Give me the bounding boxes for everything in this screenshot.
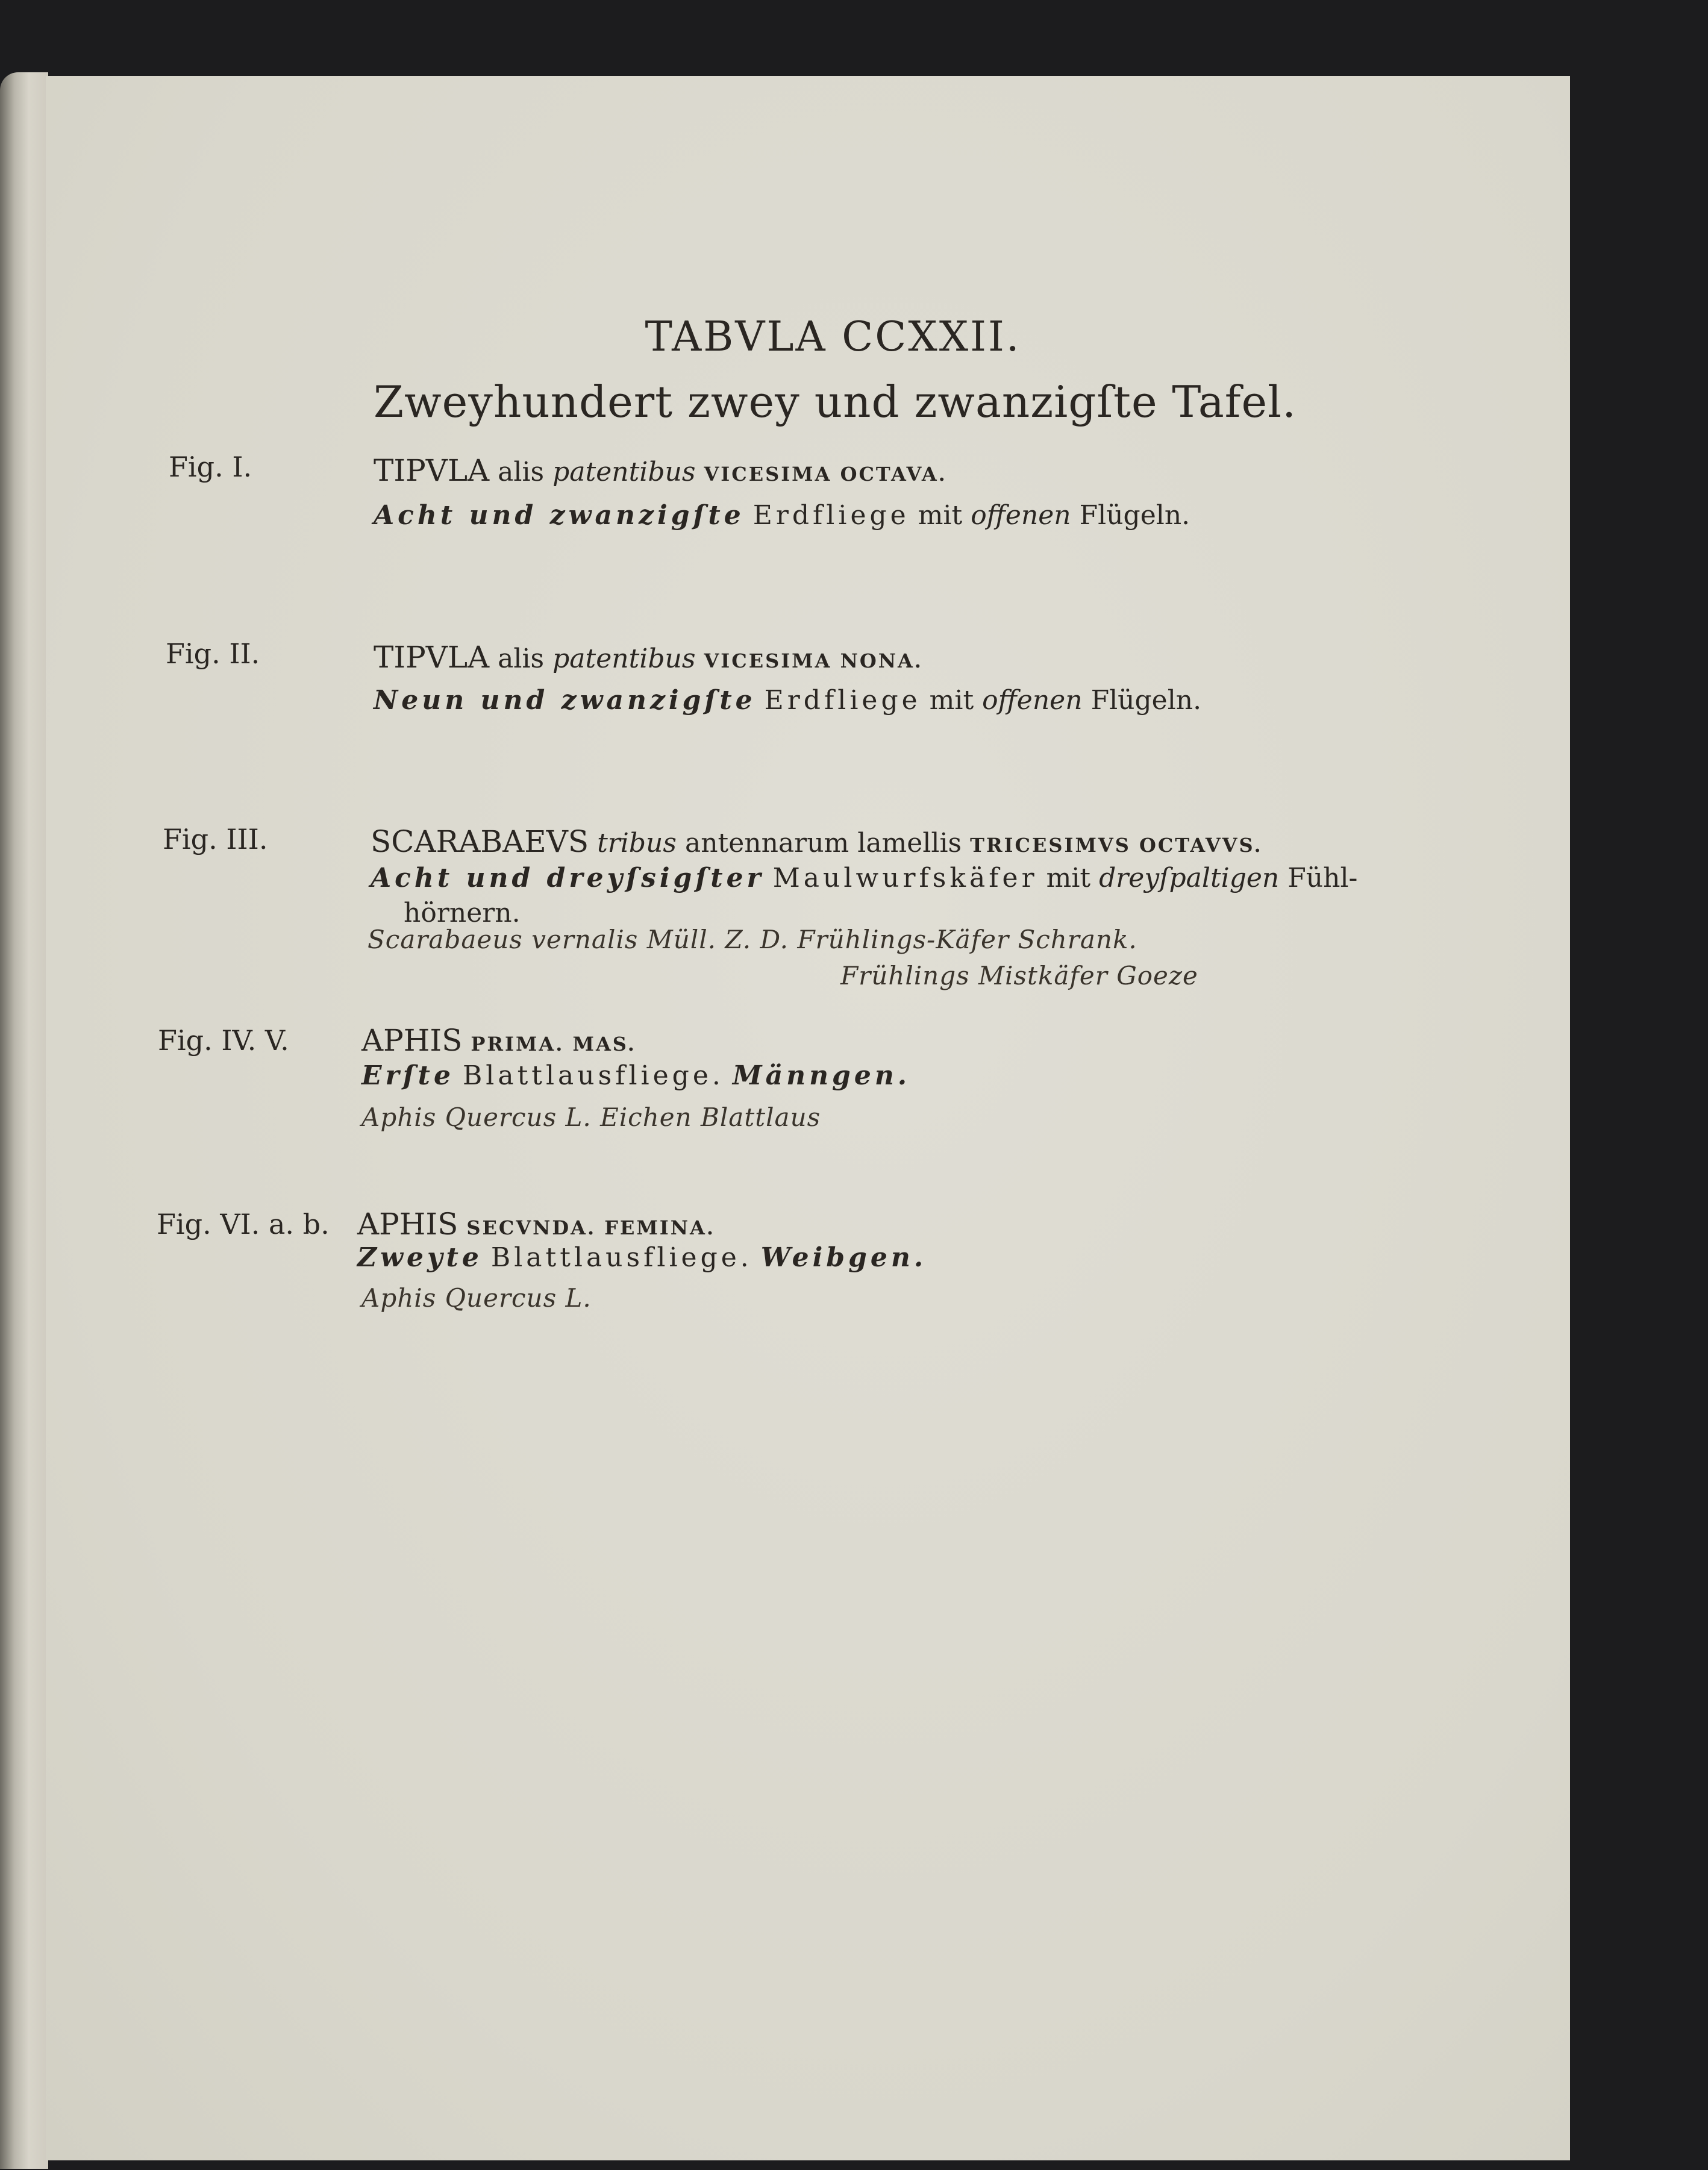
plate-title: TABVLA CCXXII.: [645, 313, 1021, 361]
entry-german: [374, 500, 1190, 531]
entry-latin: [374, 640, 923, 675]
handwritten-note: Aphis Quercus L.: [361, 1283, 592, 1313]
fig-label: Fig. VI. a. b.: [157, 1208, 330, 1240]
genus: APHIS: [361, 1023, 463, 1058]
entry-latin: [361, 1023, 636, 1058]
german-noun: Flügeln.: [1079, 500, 1190, 531]
fig-label: Fig. III.: [163, 823, 268, 855]
entry-latin: [374, 453, 947, 488]
entry-german: [371, 863, 1357, 893]
german-adj: offenen: [971, 500, 1071, 531]
genus: TIPVLA: [374, 640, 490, 675]
ordinal: PRIMA. MAS.: [471, 1033, 636, 1055]
german-name: Blattlausfliege.: [462, 1060, 724, 1091]
german-ordinal: Erſte: [361, 1060, 454, 1091]
handwritten-note: Aphis Quercus L. Eichen Blattlaus: [361, 1102, 821, 1132]
german-name: Maulwurfskäfer: [772, 863, 1038, 893]
desc-italic: patentibus: [552, 643, 696, 674]
german-ordinal: Acht und dreyſsigſter: [371, 863, 765, 893]
german-name: Blattlausfliege.: [490, 1242, 752, 1273]
german-noun: Fühl-: [1287, 863, 1358, 893]
entry-german: [357, 1242, 927, 1273]
german-ordinal: Zweyte: [357, 1242, 483, 1273]
handwritten-note: Scarabaeus vernalis Müll. Z. D. Frühlings-Käfer Schrank.: [368, 925, 1137, 954]
desc-italic: patentibus: [552, 457, 696, 487]
german-noun: Flügeln.: [1090, 685, 1202, 716]
entry-latin: [357, 1207, 715, 1242]
plate-subtitle: Zweyhundert zwey und zwanzigſte Tafel.: [374, 377, 1297, 427]
ordinal: SECVNDA. FEMINA.: [466, 1216, 715, 1239]
german-sex: Männgen.: [732, 1060, 911, 1091]
desc-italic: tribus: [597, 828, 677, 858]
german-adj: offenen: [982, 685, 1083, 716]
german-ordinal: Neun und zwanzigſte: [374, 685, 756, 716]
desc: alis: [498, 643, 545, 674]
german-name: Erdfliege: [752, 500, 910, 531]
german-ordinal: Acht und zwanzigſte: [374, 500, 745, 531]
genus: SCARABAEVS: [371, 824, 589, 859]
entry-german: [361, 1060, 910, 1091]
german-adj: dreyſpaltigen: [1099, 863, 1280, 893]
ordinal: TRICESIMVS OCTAVVS.: [970, 834, 1263, 857]
fig-label: Fig. I.: [169, 451, 252, 483]
entry-german: [374, 685, 1201, 716]
page-stack-edge: [0, 72, 48, 2169]
ordinal: VICESIMA NONA.: [704, 649, 923, 672]
german-mit: mit: [929, 685, 974, 716]
german-name: Erdfliege: [764, 685, 921, 716]
genus: APHIS: [357, 1207, 458, 1242]
entry-german-cont: hörnern.: [404, 898, 521, 928]
handwritten-note: Frühlings Mistkäfer Goeze: [840, 961, 1198, 990]
german-sex: Weibgen.: [760, 1242, 927, 1273]
entry-latin: [371, 824, 1263, 859]
fig-label: Fig. IV. V.: [158, 1024, 289, 1057]
ordinal: VICESIMA OCTAVA.: [704, 463, 947, 486]
desc: antennarum lamellis: [684, 828, 962, 858]
genus: TIPVLA: [374, 453, 490, 488]
desc: alis: [498, 457, 545, 487]
german-mit: mit: [1046, 863, 1091, 893]
german-mit: mit: [918, 500, 963, 531]
fig-label: Fig. II.: [166, 637, 260, 670]
